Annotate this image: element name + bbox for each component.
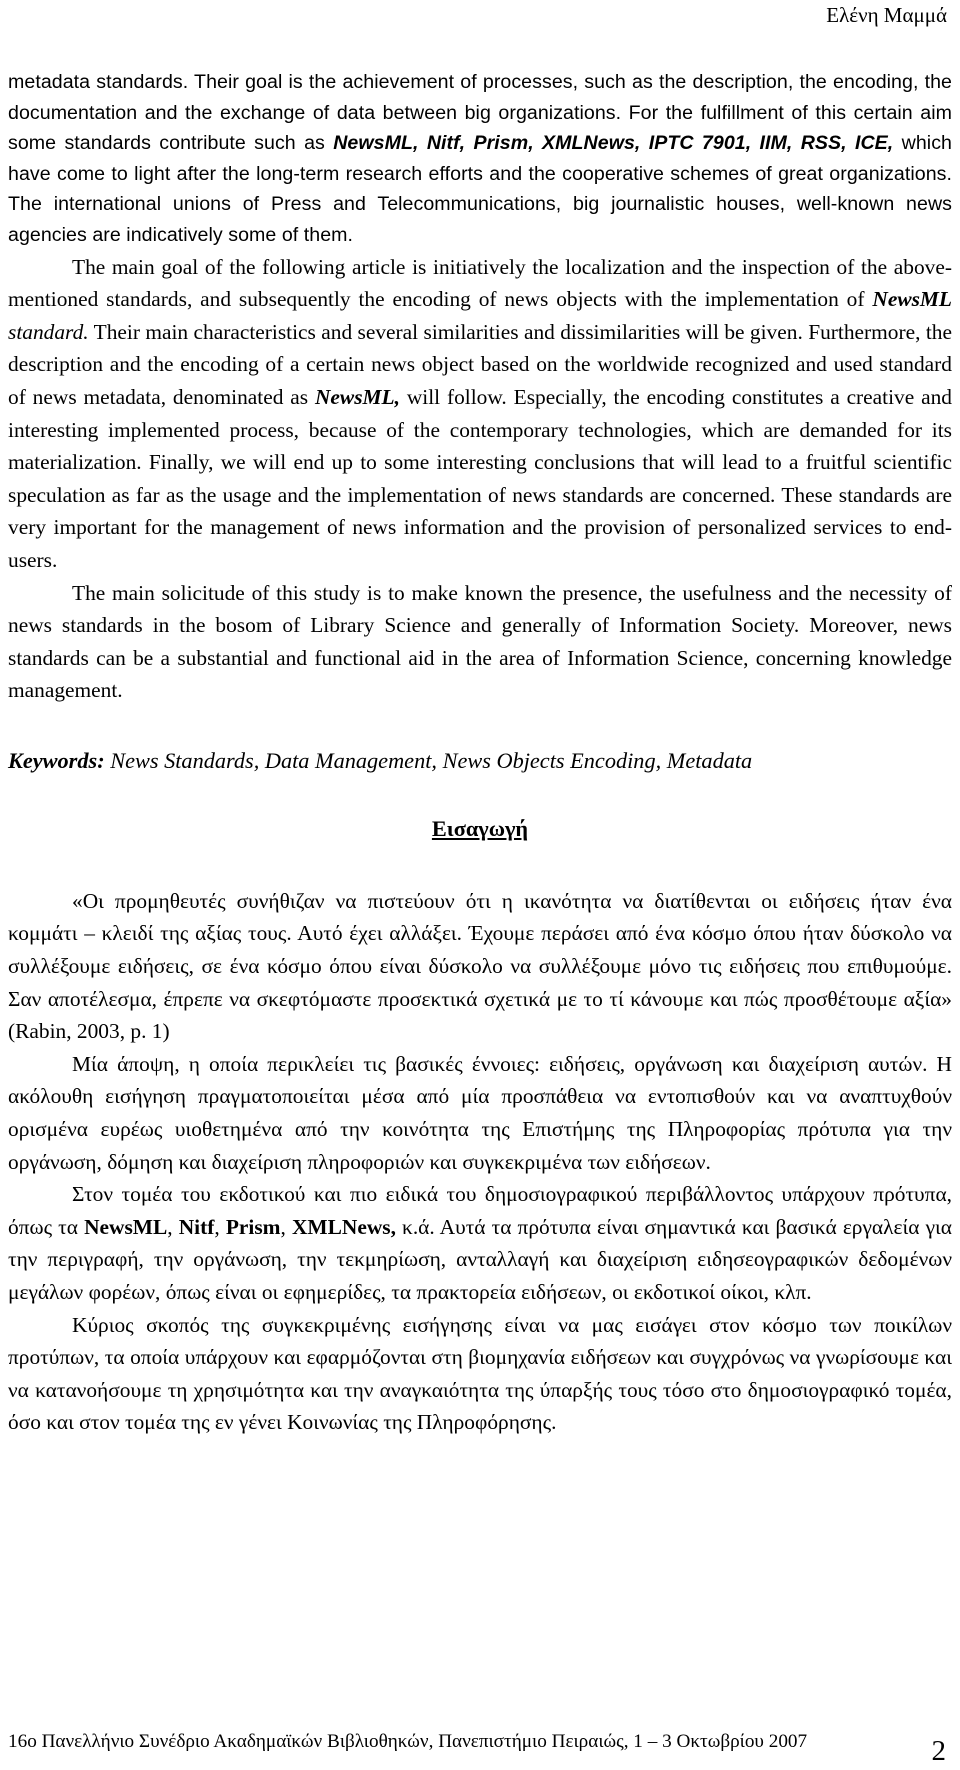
body-paragraph-3: Κύριος σκοπός της συγκεκριμένης εισήγησης είναι να μας εισάγει στον κόσμο των ποικίλων προτύπων, τα οποία υπάρχουν και εφαρμόζονται στη βιομηχανία ειδήσεων και συγχρόνως να γνωρίσουμε και να κατανοήσουμε τη χρησιμότητα και την αναγκαιότητα της ύπαρξής τους τόσο στο δημοσιογραφικό τομέα, όσο και στον τομέα της εν γένει Κοινωνίας της Πληροφόρησης. <box>8 1312 952 1435</box>
footer-conference: 16ο Πανελλήνιο Συνέδριο Ακαδημαϊκών Βιβλιοθηκών, Πανεπιστήμιο Πειραιώς, 1 – 3 Οκτωβρίου 2007 <box>8 1731 808 1752</box>
standards-list: NewsML, Nitf, Prism, XMLNews, IPTC 7901, IIM, RSS, ICE, <box>333 132 894 155</box>
quote-paragraph: «Οι προμηθευτές συνήθιζαν να πιστεύουν ότι η ικανότητα να διατίθενται οι ειδήσεις ήταν ένα κομμάτι – κλειδί της αξίας τους. Αυτό έχει αλλάξει. Έχουμε περάσει από ένα κόσμο όπου ήταν δύσκολο να συλλέξουμε ειδήσεις, σε ένα κόσμο όπου είναι δύσκολο να συλλέξουμε μόνο τις ειδήσεις που επιθυμούμε. Σαν αποτέλεσμα, έπρεπε να σκεφτόμαστε προσεκτικά σχετικά με το τί κάνουμε και πώς προσθέτουμε αξία» (Rabin, 2003, p. 1) <box>8 888 952 1044</box>
abstract-paragraph-1: metadata standards. Their goal is the achievement of processes, such as the description, the encoding, the documentation and the exchange of data between big organizations. For the fulfillment of this certain aim some standards contribute such as NewsML, Nitf, Prism, XMLNews, IPTC 7901, IIM, RSS, ICE, which have come to light after the long-term research efforts and the cooperative schemes of great organizations. The international unions of Press and Telecommunications, big journalistic houses, well-known news agencies are indicatively some of them. <box>8 71 952 246</box>
running-header-author: Ελένη Μαμμά <box>826 3 947 27</box>
page-body <box>8 67 952 1439</box>
abstract-paragraph-3: The main solicitude of this study is to make known the presence, the usefulness and the necessity of news standards in the bosom of Library Science and generally of Information Society. Moreover, news standards can be a substantial and functional aid in the area of Information Science, concerning knowledge management. <box>8 580 952 703</box>
keywords-line <box>8 746 952 776</box>
section-heading: Εισαγωγή <box>431 815 529 841</box>
keywords-text: News Standards, Data Management, News Objects Encoding, Metadata <box>104 747 753 773</box>
page-number: 2 <box>931 1735 946 1767</box>
newsml-term: NewsML, <box>314 384 400 409</box>
abstract-paragraph-2: The main goal of the following article is initiatively the localization and the inspection of the above-mentioned standards, and subsequently the encoding of news objects with the implementation of NewsML standard. Their main characteristics and several similarities and dissimilarities will be given. Furthermore, the description and the encoding of a certain news object based on the worldwide recognized and used standard of news metadata, denominated as NewsML, will follow. Especially, the encoding constitutes a creative and interesting implemented process, because of the contemporary technologies, which are demanded for its materialization. Finally, we will end up to some interesting conclusions that will lead to a fruitful scientific speculation as far as the usage and the implementation of news standards are concerned. These standards are very important for the management of news information and the provision of personalized services to end-users. <box>8 254 953 572</box>
newsml-term: NewsML <box>872 287 952 312</box>
body-paragraph-1: Μία άποψη, η οποία περικλείει τις βασικές έννοιες: ειδήσεις, οργάνωση και διαχείριση αυτών. Η ακόλουθη εισήγηση πραγματοποιείται μέσα από μία προσπάθεια να εντοπισθούν και να αναπτυχθούν ορισμένα ευρέως υιοθετημένα από την κοινότητα της Επιστήμης της Πληροφορίας πρότυπα για την οργάνωση, δόμηση και διαχείριση πληροφοριών και συγκεκριμένα των ειδήσεων. <box>8 1051 952 1174</box>
body-paragraph-2: Στον τομέα του εκδοτικού και πιο ειδικά του δημοσιογραφικού περιβάλλοντος υπάρχουν πρότυπα, όπως τα NewsML, Nitf, Prism, XMLNews, κ.ά. Αυτά τα πρότυπα είναι σημαντικά και βασικά εργαλεία για την περιγραφή, την οργάνωση, την τεκμηρίωση, ανταλλαγή και διαχείριση ειδησεογραφικών δεδομένων μεγάλων φορέων, όπως είναι οι εφημερίδες, τα πρακτορεία ειδήσεων, οι εκδοτικοί οίκοι, κλπ. <box>8 1182 952 1304</box>
keywords-label: Keywords: <box>8 747 105 773</box>
